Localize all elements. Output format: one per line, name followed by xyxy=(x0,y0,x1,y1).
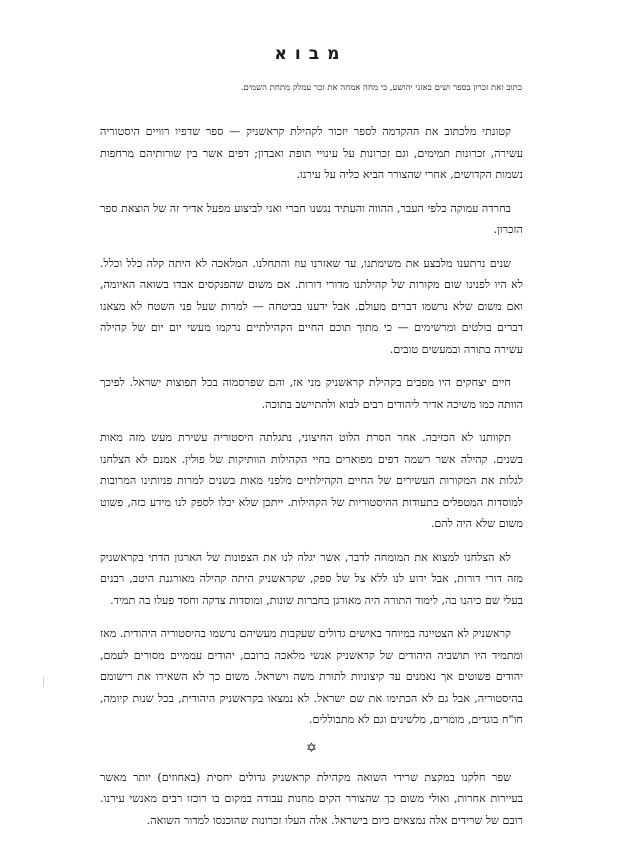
paragraph: קראשניק לא הצטיינה במיוחד באישים גדולים שעקבות מעשיהם נרשמו בהיסטוריה היהודית. מאז ומתמיד היו תושביה היהודים של קראשניק אנשי מלאכה ברובם, יהודים עממיים מסורים לעמם, יהודים פשוטים אך נאמנים עד קיצוניות לתורת משה וישראל. משום כך לא השאירו את רישומם בהיסטוריה, אבל גם לא הכתימו את שם ישראל. לא נמצאו בקראשניק היהודית, בכל שנות קיומה, חו"ח בוגדים, מומרים, מלשינים וגם לא מתבוללים. xyxy=(100,627,523,726)
paragraph: לא הצלחנו למצוא את המומחה לדבר, אשר יגלה לנו את הצפונות של הארגון הדתי בקראשניק מזה דורי דורות, אבל ידוע לנו ללא צל של ספק, שקראשניק היתה קהילה מאורגנת היטב, רבנים בעלי שם כיהנו בה, לימוד התורה היה מאורגן בחברות שונות, ומוסדות צדקה וחסד פעלו בה תמיד. xyxy=(100,550,523,607)
body-text xyxy=(100,121,523,843)
epigraph: כתוב זאת זכרון בספר ושים באזני יהושע, כי מחה אמחה את זכר עמלק מתחת השמים. xyxy=(240,83,522,93)
star-of-david-divider-icon: ✡ xyxy=(306,740,317,756)
scan-mark xyxy=(43,677,44,687)
paragraph: בחרדה עמוקה כלפי העבר, ההווה והעתיד נגשנו חברי ואני לביצוע מפעל אדיר זה של הוצאת ספר הזכרון. xyxy=(100,201,523,236)
paragraph: שנים נרתענו מלבצע את משימתנו, עד שאזרנו עוז והתחלנו. המלאכה לא היתה קלה כלל וכלל. לא היו לפנינו שום מקורות של קהילתנו מדורי דורות. אם משום שהפנקסים אבדו בשואה האיומה, ואם משום שלא נרשמו דברים מעולם. אבל ידענו בביטחה — למרות שעל פני השטח לא מצאנו דברים בולטים ומרשימים — כי מתוך תוכם החיים הקהילתיים נרקמו מעשי יום יום של קהילה עשירה בתורה ובמעשים טובים. xyxy=(100,256,523,356)
paragraph: חיים יצחקים היו מפכים בקהילת קראשניק מני אז, והם שפרסמוה בכל תפוצות ישראל. לפיכך הוותה כמו משיכה אדיר ליהודים רבים לבוא ולהתיישב בתוכה. xyxy=(100,376,523,411)
paragraph: תקוותנו לא הכזיבה. אחר הסרת הלוט החיצוני, נתגלתה היסטוריה עשירת מעש מזה מאות בשנים. קהילה אשר רשמה דפים מפוארים בחיי הקהילות הוותיקות של פולין. אמנם לא הצלחנו לגלות את המקורות העשירים של החיים הקהילתיים מלפני מאות בשנים למרות פניותינו המרובות למוסדות המטפלים בתעודות ההיסטוריות של הקהילות. ייתכן שלא יכלו לספק לנו מידע כזה, פשוט משום שלא היה להם. xyxy=(100,431,523,530)
page-title: מבוא xyxy=(274,44,348,64)
paragraph: קטונתי מלכתוב את ההקדמה לספר יזכור לקהילת קראשניק — ספר שדפיו רוויים היסטוריה עשירה, זכרונות תמימים, וגם זכרונות על עינויי תופת ואבדון; דפים אשר בין שורותיהם מרחפות נשמות הקדושים, אחרי שהצורר הביא כליה על עירנו. xyxy=(100,125,523,181)
paragraph: שפר חלקנו במקצת שרידי השואה מקהילת קראשניק גדולים יחסית (באחוזים) יותר מאשר בעיירות אחרות, ואולי משום כך שהצורר הקים מחנות עבודה במקום בו רוכזו רבים מאנשי עירנו. רובם של שרידים אלה נמצאים כיום בישראל. אלה העלו זכרונות שהוכנסו למדור השואה. xyxy=(100,770,523,827)
